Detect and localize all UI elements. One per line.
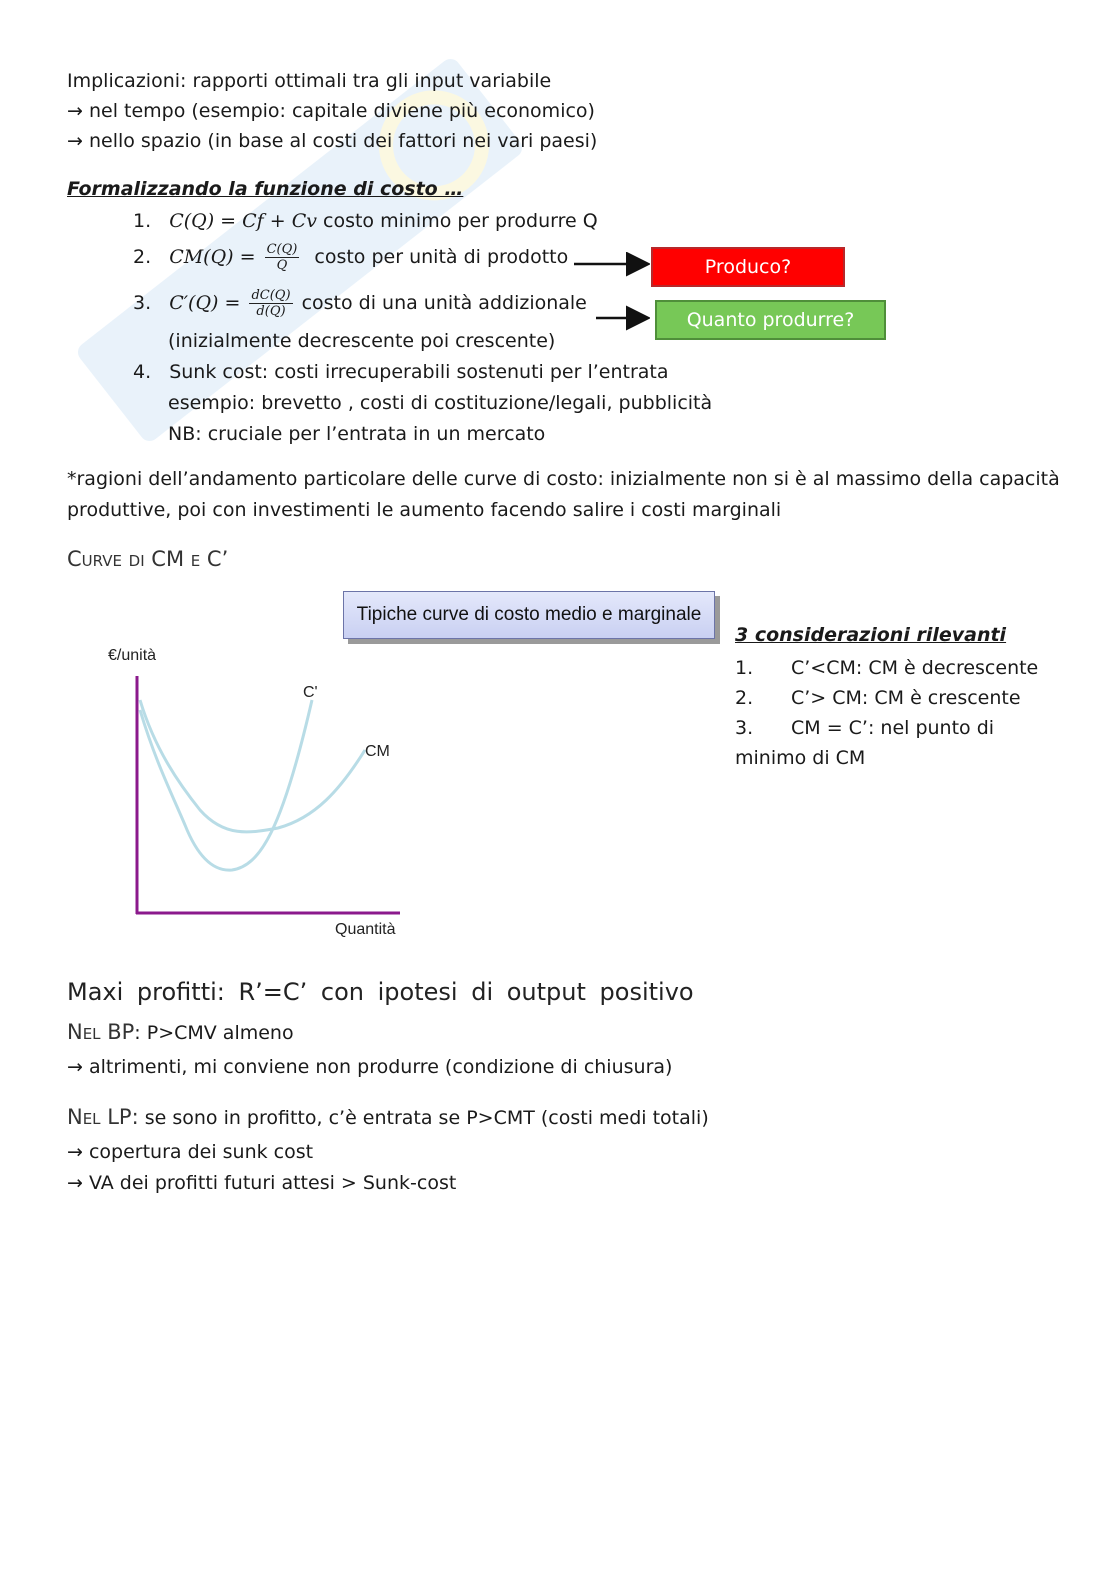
- formal-item-2: [133, 242, 568, 273]
- y-axis-label: €/unità: [108, 647, 157, 664]
- item-number: 4.: [133, 361, 152, 383]
- avg-cost-formula: CM(Q) =: [169, 246, 256, 268]
- formal-item-4-sub-2: NB: cruciale per l’entrata in un mercato: [168, 423, 546, 445]
- lp-label: Nel LP:: [67, 1105, 139, 1129]
- item-text: costo per unità di prodotto: [314, 246, 569, 268]
- formal-item-3-sub: (inizialmente decrescente poi crescente): [168, 330, 556, 352]
- curves-heading: Curve di CM e C’: [67, 547, 229, 571]
- item-text: C’> CM: CM è crescente: [791, 687, 1021, 709]
- note-line-1: *ragioni dell’andamento particolare delle curve di costo: inizialmente non si è al massimo della capacità: [67, 468, 1060, 490]
- series-line-marginal-cost: [140, 700, 312, 870]
- marginal-cost-formula: C′(Q) =: [169, 292, 241, 314]
- arrows-to-badges: [566, 252, 650, 332]
- item-number: 1.: [133, 210, 152, 232]
- produco-badge: Produco?: [651, 247, 845, 287]
- lp-arrow-line-2: → VA dei profitti futuri attesi > Sunk-cost: [67, 1172, 457, 1194]
- bp-arrow-line: → altrimenti, mi conviene non produrre (condizione di chiusura): [67, 1056, 673, 1078]
- formal-item-4-sub-1: esempio: brevetto , costi di costituzione/legali, pubblicità: [168, 392, 713, 414]
- series-label-c-prime: C': [303, 684, 318, 701]
- cost-formula: C(Q) = Cf + Cv: [169, 210, 317, 232]
- quanto-badge: Quanto produrre?: [655, 300, 886, 340]
- avg-cost-fraction: $\frac{C(Q)}{Q}$: [266, 242, 298, 273]
- consideration-1: [735, 653, 1039, 683]
- formal-item-1: [133, 206, 598, 236]
- item-number: 2.: [735, 687, 754, 709]
- item-number: 3.: [133, 292, 152, 314]
- item-text: Sunk cost: costi irrecuperabili sostenuti per l’entrata: [169, 361, 669, 383]
- cost-curves-chart: [100, 640, 420, 950]
- series-label-cm: CM: [365, 743, 390, 760]
- intro-line-1: Implicazioni: rapporti ottimali tra gli input variabile: [67, 70, 552, 92]
- lp-arrow-line-1: → copertura dei sunk cost: [67, 1141, 314, 1163]
- lp-text: se sono in profitto, c’è entrata se P>CMT (costi medi totali): [138, 1107, 709, 1129]
- formal-heading: Formalizzando la funzione di costo …: [67, 178, 464, 200]
- bp-label: Nel BP: [67, 1020, 135, 1044]
- item-text: CM = C’: nel punto di: [791, 717, 995, 739]
- intro-line-2: → nel tempo (esempio: capitale diviene più economico): [67, 100, 595, 122]
- chart-title: Tipiche curve di costo medio e marginale: [343, 591, 715, 639]
- consideration-3: [735, 713, 995, 743]
- maxi-heading: Maxi profitti: R’=C’ con ipotesi di output positivo: [67, 978, 694, 1006]
- note-line-2: produttive, poi con investimenti le aumento facendo salire i costi marginali: [67, 499, 782, 521]
- item-number: 3.: [735, 717, 754, 739]
- item-number: 2.: [133, 246, 152, 268]
- bp-text: : P>CMV almeno: [134, 1022, 294, 1044]
- consideration-2: [735, 683, 1021, 713]
- item-text: C’<CM: CM è decrescente: [791, 657, 1039, 679]
- item-text: costo minimo per produrre Q: [323, 210, 598, 232]
- x-axis-label: Quantità: [335, 921, 396, 938]
- item-number: 1.: [735, 657, 754, 679]
- marginal-cost-fraction: $\frac{dC(Q)}{d(Q)}$: [251, 288, 291, 319]
- formal-item-4: [133, 357, 669, 387]
- consideration-3-cont: minimo di CM: [735, 747, 866, 769]
- lp-line: [67, 1102, 709, 1133]
- intro-line-3: → nello spazio (in base al costi dei fattori nei vari paesi): [67, 130, 598, 152]
- item-text: costo di una unità addizionale: [301, 292, 587, 314]
- considerations-heading: 3 considerazioni rilevanti: [735, 624, 1007, 646]
- formal-item-3: [133, 288, 587, 319]
- series-line-average-cost: [140, 700, 365, 832]
- bp-line: [67, 1017, 294, 1048]
